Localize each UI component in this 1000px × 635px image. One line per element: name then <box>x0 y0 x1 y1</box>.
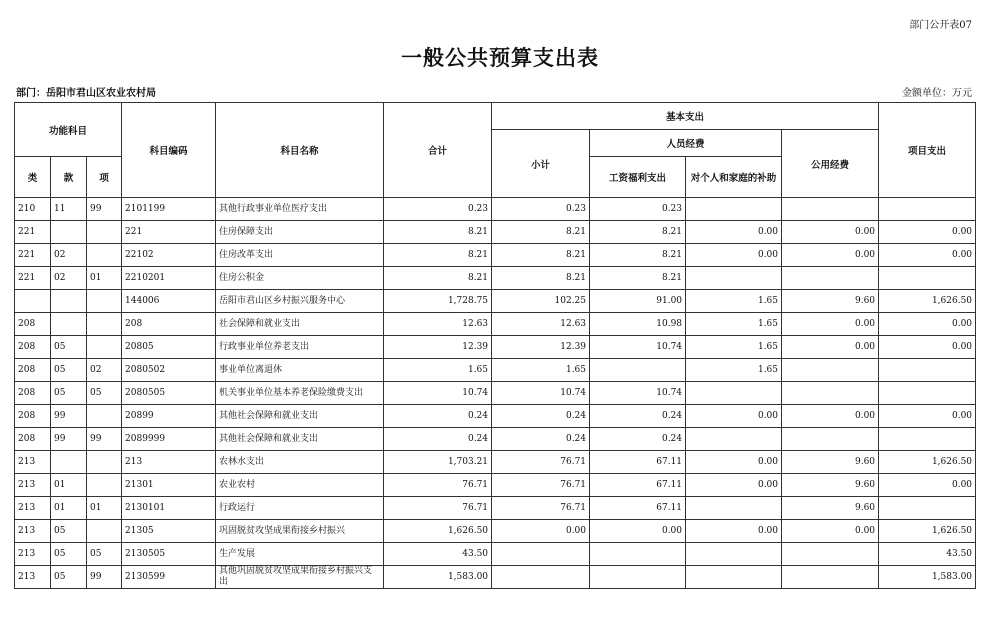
cell-project <box>879 198 976 221</box>
cell-total: 12.63 <box>384 313 492 336</box>
cell-name: 事业单位离退休 <box>216 359 384 382</box>
cell-total: 10.74 <box>384 382 492 405</box>
cell-project: 0.00 <box>879 244 976 267</box>
cell-name: 农业农村 <box>216 474 384 497</box>
cell-project: 0.00 <box>879 313 976 336</box>
table-row <box>15 474 976 497</box>
header-kuan: 款 <box>51 157 87 198</box>
cell-public: 9.60 <box>782 474 879 497</box>
cell-code: 221 <box>122 221 216 244</box>
cell-name: 其他社会保障和就业支出 <box>216 405 384 428</box>
cell-lei: 213 <box>15 520 51 543</box>
header-xiang: 项 <box>87 157 122 198</box>
cell-wages: 8.21 <box>590 244 686 267</box>
cell-wages: 0.24 <box>590 428 686 451</box>
cell-xiang: 02 <box>87 359 122 382</box>
cell-name: 岳阳市君山区乡村振兴服务中心 <box>216 290 384 313</box>
cell-individual: 1.65 <box>686 313 782 336</box>
cell-code: 20899 <box>122 405 216 428</box>
cell-lei: 208 <box>15 405 51 428</box>
cell-code: 2210201 <box>122 267 216 290</box>
cell-subtotal: 0.00 <box>492 520 590 543</box>
cell-project <box>879 382 976 405</box>
cell-total: 12.39 <box>384 336 492 359</box>
cell-wages: 91.00 <box>590 290 686 313</box>
cell-lei: 213 <box>15 497 51 520</box>
cell-project: 0.00 <box>879 336 976 359</box>
cell-code: 2130505 <box>122 543 216 566</box>
cell-total: 76.71 <box>384 474 492 497</box>
cell-kuan: 05 <box>51 336 87 359</box>
cell-total: 1,626.50 <box>384 520 492 543</box>
cell-total: 1,583.00 <box>384 566 492 589</box>
cell-project: 43.50 <box>879 543 976 566</box>
cell-public: 0.00 <box>782 221 879 244</box>
cell-total: 43.50 <box>384 543 492 566</box>
expenditure-table <box>14 102 976 589</box>
table-row <box>15 221 976 244</box>
cell-public <box>782 359 879 382</box>
cell-subtotal: 12.39 <box>492 336 590 359</box>
cell-individual <box>686 267 782 290</box>
cell-kuan: 99 <box>51 405 87 428</box>
cell-subtotal: 76.71 <box>492 497 590 520</box>
cell-code: 213 <box>122 451 216 474</box>
cell-lei: 213 <box>15 474 51 497</box>
cell-name: 农林水支出 <box>216 451 384 474</box>
cell-subtotal: 12.63 <box>492 313 590 336</box>
cell-public: 0.00 <box>782 520 879 543</box>
cell-individual <box>686 566 782 589</box>
cell-code: 20805 <box>122 336 216 359</box>
cell-total: 0.24 <box>384 405 492 428</box>
cell-code: 22102 <box>122 244 216 267</box>
cell-individual <box>686 497 782 520</box>
cell-total: 1.65 <box>384 359 492 382</box>
cell-name: 行政事业单位养老支出 <box>216 336 384 359</box>
table-row <box>15 382 976 405</box>
cell-subtotal: 1.65 <box>492 359 590 382</box>
table-row <box>15 290 976 313</box>
department-label: 部门：岳阳市君山区农业农村局 <box>16 88 156 99</box>
cell-wages <box>590 566 686 589</box>
header-basic-expenditure: 基本支出 <box>492 103 879 130</box>
cell-total: 8.21 <box>384 267 492 290</box>
cell-project <box>879 267 976 290</box>
cell-xiang <box>87 244 122 267</box>
cell-project: 0.00 <box>879 221 976 244</box>
cell-public: 0.00 <box>782 336 879 359</box>
table-row <box>15 244 976 267</box>
table-row <box>15 428 976 451</box>
cell-name: 住房保障支出 <box>216 221 384 244</box>
cell-project <box>879 359 976 382</box>
cell-individual: 0.00 <box>686 520 782 543</box>
header-individual-subsidy: 对个人和家庭的补助 <box>686 157 782 198</box>
cell-individual: 1.65 <box>686 336 782 359</box>
cell-lei: 208 <box>15 336 51 359</box>
cell-individual: 0.00 <box>686 451 782 474</box>
cell-subtotal <box>492 543 590 566</box>
cell-kuan <box>51 313 87 336</box>
cell-total: 1,703.21 <box>384 451 492 474</box>
cell-lei: 208 <box>15 382 51 405</box>
cell-xiang <box>87 474 122 497</box>
cell-code: 2080505 <box>122 382 216 405</box>
cell-lei: 213 <box>15 543 51 566</box>
cell-name: 巩固脱贫攻坚成果衔接乡村振兴 <box>216 520 384 543</box>
cell-name: 生产发展 <box>216 543 384 566</box>
unit-label: 金额单位：万元 <box>902 88 972 99</box>
cell-subtotal: 8.21 <box>492 244 590 267</box>
cell-name: 住房公积金 <box>216 267 384 290</box>
cell-wages: 67.11 <box>590 474 686 497</box>
cell-wages: 10.98 <box>590 313 686 336</box>
cell-public <box>782 428 879 451</box>
page-title: 一般公共预算支出表 <box>401 45 599 70</box>
cell-wages: 8.21 <box>590 221 686 244</box>
cell-xiang <box>87 290 122 313</box>
cell-lei <box>15 290 51 313</box>
cell-subtotal: 102.25 <box>492 290 590 313</box>
cell-wages: 10.74 <box>590 336 686 359</box>
cell-total: 0.23 <box>384 198 492 221</box>
table-row <box>15 313 976 336</box>
cell-individual: 1.65 <box>686 359 782 382</box>
cell-subtotal: 10.74 <box>492 382 590 405</box>
cell-subtotal: 0.24 <box>492 428 590 451</box>
table-row <box>15 543 976 566</box>
cell-name: 机关事业单位基本养老保险缴费支出 <box>216 382 384 405</box>
cell-individual: 0.00 <box>686 221 782 244</box>
cell-xiang <box>87 221 122 244</box>
cell-name: 住房改革支出 <box>216 244 384 267</box>
cell-kuan: 05 <box>51 359 87 382</box>
cell-individual <box>686 198 782 221</box>
cell-total: 8.21 <box>384 221 492 244</box>
cell-xiang: 05 <box>87 543 122 566</box>
cell-public <box>782 566 879 589</box>
cell-wages: 0.00 <box>590 520 686 543</box>
cell-kuan: 05 <box>51 382 87 405</box>
cell-project: 1,626.50 <box>879 520 976 543</box>
cell-wages: 0.24 <box>590 405 686 428</box>
cell-code: 144006 <box>122 290 216 313</box>
cell-xiang: 99 <box>87 428 122 451</box>
header-lei: 类 <box>15 157 51 198</box>
cell-project: 0.00 <box>879 405 976 428</box>
cell-wages <box>590 543 686 566</box>
cell-individual <box>686 428 782 451</box>
cell-total: 76.71 <box>384 497 492 520</box>
cell-code: 208 <box>122 313 216 336</box>
cell-kuan: 02 <box>51 244 87 267</box>
cell-subtotal: 0.23 <box>492 198 590 221</box>
cell-subtotal: 76.71 <box>492 451 590 474</box>
cell-total: 8.21 <box>384 244 492 267</box>
cell-lei: 213 <box>15 451 51 474</box>
form-number: 部门公开表07 <box>909 20 972 31</box>
header-personnel-funds: 人员经费 <box>590 130 782 157</box>
cell-lei: 208 <box>15 428 51 451</box>
cell-total: 1,728.75 <box>384 290 492 313</box>
cell-public: 0.00 <box>782 313 879 336</box>
cell-public <box>782 267 879 290</box>
cell-wages <box>590 359 686 382</box>
cell-subtotal: 0.24 <box>492 405 590 428</box>
cell-xiang: 99 <box>87 198 122 221</box>
cell-xiang <box>87 313 122 336</box>
cell-project: 1,626.50 <box>879 290 976 313</box>
table-row <box>15 566 976 589</box>
cell-lei: 221 <box>15 267 51 290</box>
cell-wages: 8.21 <box>590 267 686 290</box>
cell-kuan: 01 <box>51 497 87 520</box>
table-row <box>15 520 976 543</box>
table-row <box>15 451 976 474</box>
cell-lei: 221 <box>15 244 51 267</box>
cell-kuan: 01 <box>51 474 87 497</box>
cell-kuan <box>51 290 87 313</box>
cell-project: 0.00 <box>879 474 976 497</box>
cell-project: 1,626.50 <box>879 451 976 474</box>
cell-xiang: 05 <box>87 382 122 405</box>
cell-public: 9.60 <box>782 451 879 474</box>
cell-public <box>782 382 879 405</box>
cell-code: 2130599 <box>122 566 216 589</box>
cell-code: 2089999 <box>122 428 216 451</box>
cell-wages: 67.11 <box>590 451 686 474</box>
cell-total: 0.24 <box>384 428 492 451</box>
cell-name: 社会保障和就业支出 <box>216 313 384 336</box>
cell-xiang: 01 <box>87 497 122 520</box>
cell-xiang: 01 <box>87 267 122 290</box>
cell-lei: 208 <box>15 313 51 336</box>
cell-lei: 208 <box>15 359 51 382</box>
cell-name: 其他巩固脱贫攻坚成果衔接乡村振兴支出 <box>216 566 384 589</box>
cell-individual: 1.65 <box>686 290 782 313</box>
cell-public <box>782 543 879 566</box>
header-subject-name: 科目名称 <box>216 103 384 198</box>
cell-kuan: 99 <box>51 428 87 451</box>
header-wages: 工资福利支出 <box>590 157 686 198</box>
header-public-funds: 公用经费 <box>782 130 879 198</box>
header-function-subject: 功能科目 <box>15 103 122 157</box>
cell-individual <box>686 543 782 566</box>
cell-wages: 67.11 <box>590 497 686 520</box>
table-row <box>15 336 976 359</box>
cell-project: 1,583.00 <box>879 566 976 589</box>
cell-lei: 210 <box>15 198 51 221</box>
cell-lei: 221 <box>15 221 51 244</box>
header-subtotal: 小计 <box>492 130 590 198</box>
cell-public: 9.60 <box>782 290 879 313</box>
cell-individual <box>686 382 782 405</box>
header-subject-code: 科目编码 <box>122 103 216 198</box>
cell-public: 9.60 <box>782 497 879 520</box>
cell-public: 0.00 <box>782 405 879 428</box>
cell-name: 行政运行 <box>216 497 384 520</box>
cell-name: 其他社会保障和就业支出 <box>216 428 384 451</box>
cell-xiang <box>87 451 122 474</box>
cell-subtotal <box>492 566 590 589</box>
cell-kuan: 02 <box>51 267 87 290</box>
header-total: 合计 <box>384 103 492 198</box>
cell-kuan: 11 <box>51 198 87 221</box>
cell-code: 21305 <box>122 520 216 543</box>
cell-individual: 0.00 <box>686 405 782 428</box>
table-body <box>15 198 976 589</box>
cell-xiang <box>87 520 122 543</box>
cell-code: 2080502 <box>122 359 216 382</box>
cell-wages: 0.23 <box>590 198 686 221</box>
cell-name: 其他行政事业单位医疗支出 <box>216 198 384 221</box>
cell-lei: 213 <box>15 566 51 589</box>
table-row <box>15 267 976 290</box>
cell-xiang <box>87 405 122 428</box>
cell-subtotal: 8.21 <box>492 267 590 290</box>
table-row <box>15 198 976 221</box>
cell-subtotal: 8.21 <box>492 221 590 244</box>
cell-project <box>879 428 976 451</box>
cell-kuan <box>51 451 87 474</box>
table-row <box>15 405 976 428</box>
cell-wages: 10.74 <box>590 382 686 405</box>
table-row <box>15 497 976 520</box>
cell-public <box>782 198 879 221</box>
cell-kuan: 05 <box>51 543 87 566</box>
table-row <box>15 359 976 382</box>
cell-kuan: 05 <box>51 566 87 589</box>
cell-kuan: 05 <box>51 520 87 543</box>
header-project-expenditure: 项目支出 <box>879 103 976 198</box>
cell-individual: 0.00 <box>686 474 782 497</box>
cell-public: 0.00 <box>782 244 879 267</box>
cell-xiang: 99 <box>87 566 122 589</box>
cell-code: 2101199 <box>122 198 216 221</box>
cell-code: 2130101 <box>122 497 216 520</box>
cell-project <box>879 497 976 520</box>
cell-kuan <box>51 221 87 244</box>
cell-code: 21301 <box>122 474 216 497</box>
cell-subtotal: 76.71 <box>492 474 590 497</box>
cell-individual: 0.00 <box>686 244 782 267</box>
cell-xiang <box>87 336 122 359</box>
